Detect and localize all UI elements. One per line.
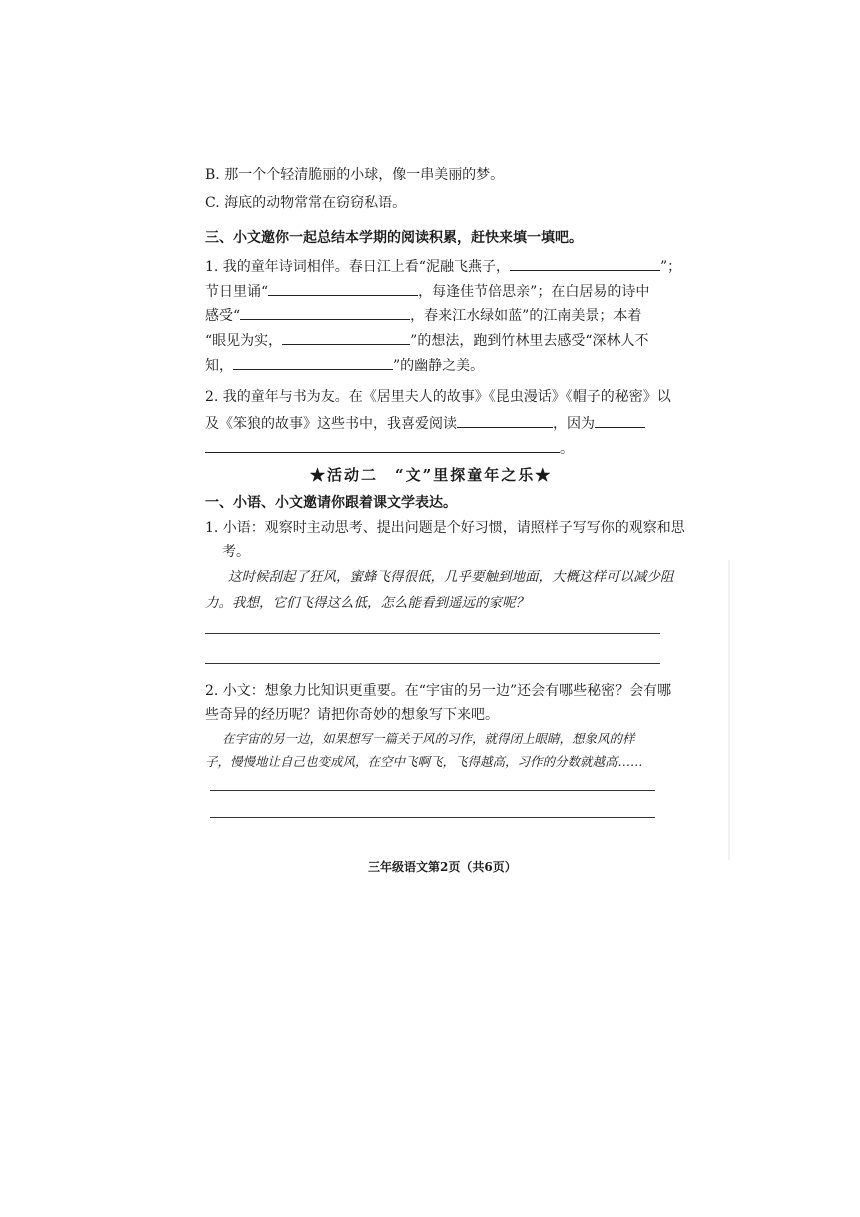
answer-blank[interactable] xyxy=(268,281,418,296)
q1-line3 xyxy=(205,305,641,325)
q2-line3-end: 。 xyxy=(560,441,574,457)
q1-line3-text-b: ，春来江水绿如蓝”的江南美景；本着 xyxy=(410,308,642,324)
q1-line1 xyxy=(205,256,681,276)
a2-q1-example-2: 力。我想，它们飞得这么低，怎么能看到遥远的家呢？ xyxy=(205,595,529,611)
q1-line2 xyxy=(205,281,649,301)
scan-shadow xyxy=(728,560,730,860)
q1-line5-text-a: 知， xyxy=(205,358,233,374)
a2-q2-example-2: 子，慢慢地让自己也变成风，在空中飞啊飞，飞得越高，习作的分数就越高…… xyxy=(205,754,643,769)
q2-line3 xyxy=(205,438,574,458)
a2-q1-line2: 考。 xyxy=(222,544,250,560)
q1-line4 xyxy=(205,330,649,350)
a2-q2-example-1: 在宇宙的另一边，如果想写一篇关于风的习作，就得闭上眼睛，想象风的样 xyxy=(222,731,635,746)
answer-blank[interactable] xyxy=(457,413,553,428)
answer-blank[interactable] xyxy=(205,438,560,453)
activity2-banner: ★活动二 “文”里探童年之乐★ xyxy=(310,466,553,484)
q2-line1: 2. 我的童年与书为友。在《居里夫人的故事》《昆虫漫话》《帽子的秘密》以 xyxy=(205,389,671,405)
page-footer: 三年级语文第2页（共6页） xyxy=(368,860,517,874)
a2-q1-line1: 1. 小语：观察时主动思考、提出问题是个好习惯，请照样子写写你的观察和思 xyxy=(205,520,685,536)
q1-line4-text-b: ”的想法，跑到竹林里去感受“深林人不 xyxy=(410,333,649,349)
answer-blank[interactable] xyxy=(510,256,660,271)
q1-line2-text-b: ，每逢佳节倍思亲”；在白居易的诗中 xyxy=(418,284,650,300)
writing-line[interactable] xyxy=(210,790,655,791)
q2-line2-text-a: 及《笨狼的故事》这些书中，我喜爱阅读 xyxy=(205,416,457,432)
q2-line2 xyxy=(205,413,645,433)
section3-heading: 三、小文邀你一起总结本学期的阅读积累，赶快来填一填吧。 xyxy=(205,230,583,246)
a2-q1-example-1: 这时候刮起了狂风，蜜蜂飞得很低，几乎要触到地面，大概这样可以减少阻 xyxy=(228,569,674,585)
writing-line[interactable] xyxy=(205,663,660,664)
writing-line[interactable] xyxy=(210,817,655,818)
q1-line3-text-a: 感受“ xyxy=(205,308,241,324)
q1-line4-text-a: “眼见为实， xyxy=(205,333,283,349)
q1-line1-text-a: 1. 我的童年诗词相伴。春日江上看“泥融飞燕子， xyxy=(205,259,510,275)
q1-line5-text-b: ”的幽静之美。 xyxy=(393,358,485,374)
option-b: B. 那一个个轻清脆丽的小球，像一串美丽的梦。 xyxy=(205,167,505,183)
q1-line1-text-b: ”； xyxy=(659,259,682,275)
answer-blank[interactable] xyxy=(595,413,645,428)
a2-q2-line1: 2. 小文：想象力比知识更重要。在“宇宙的另一边”还会有哪些秘密？会有哪 xyxy=(205,683,672,699)
option-c: C. 海底的动物常常在窃窃私语。 xyxy=(205,195,407,211)
q1-line5 xyxy=(205,355,484,375)
writing-line[interactable] xyxy=(205,633,660,634)
a2-q2-line2: 些奇异的经历呢？请把你奇妙的想象写下来吧。 xyxy=(205,707,499,723)
answer-blank[interactable] xyxy=(233,355,393,370)
q2-line2-text-b: ，因为 xyxy=(553,416,595,432)
activity2-heading: 一、小语、小文邀请你跟着课文学表达。 xyxy=(205,495,457,511)
answer-blank[interactable] xyxy=(240,305,410,320)
answer-blank[interactable] xyxy=(282,330,410,345)
q1-line2-text-a: 节日里诵“ xyxy=(205,284,269,300)
